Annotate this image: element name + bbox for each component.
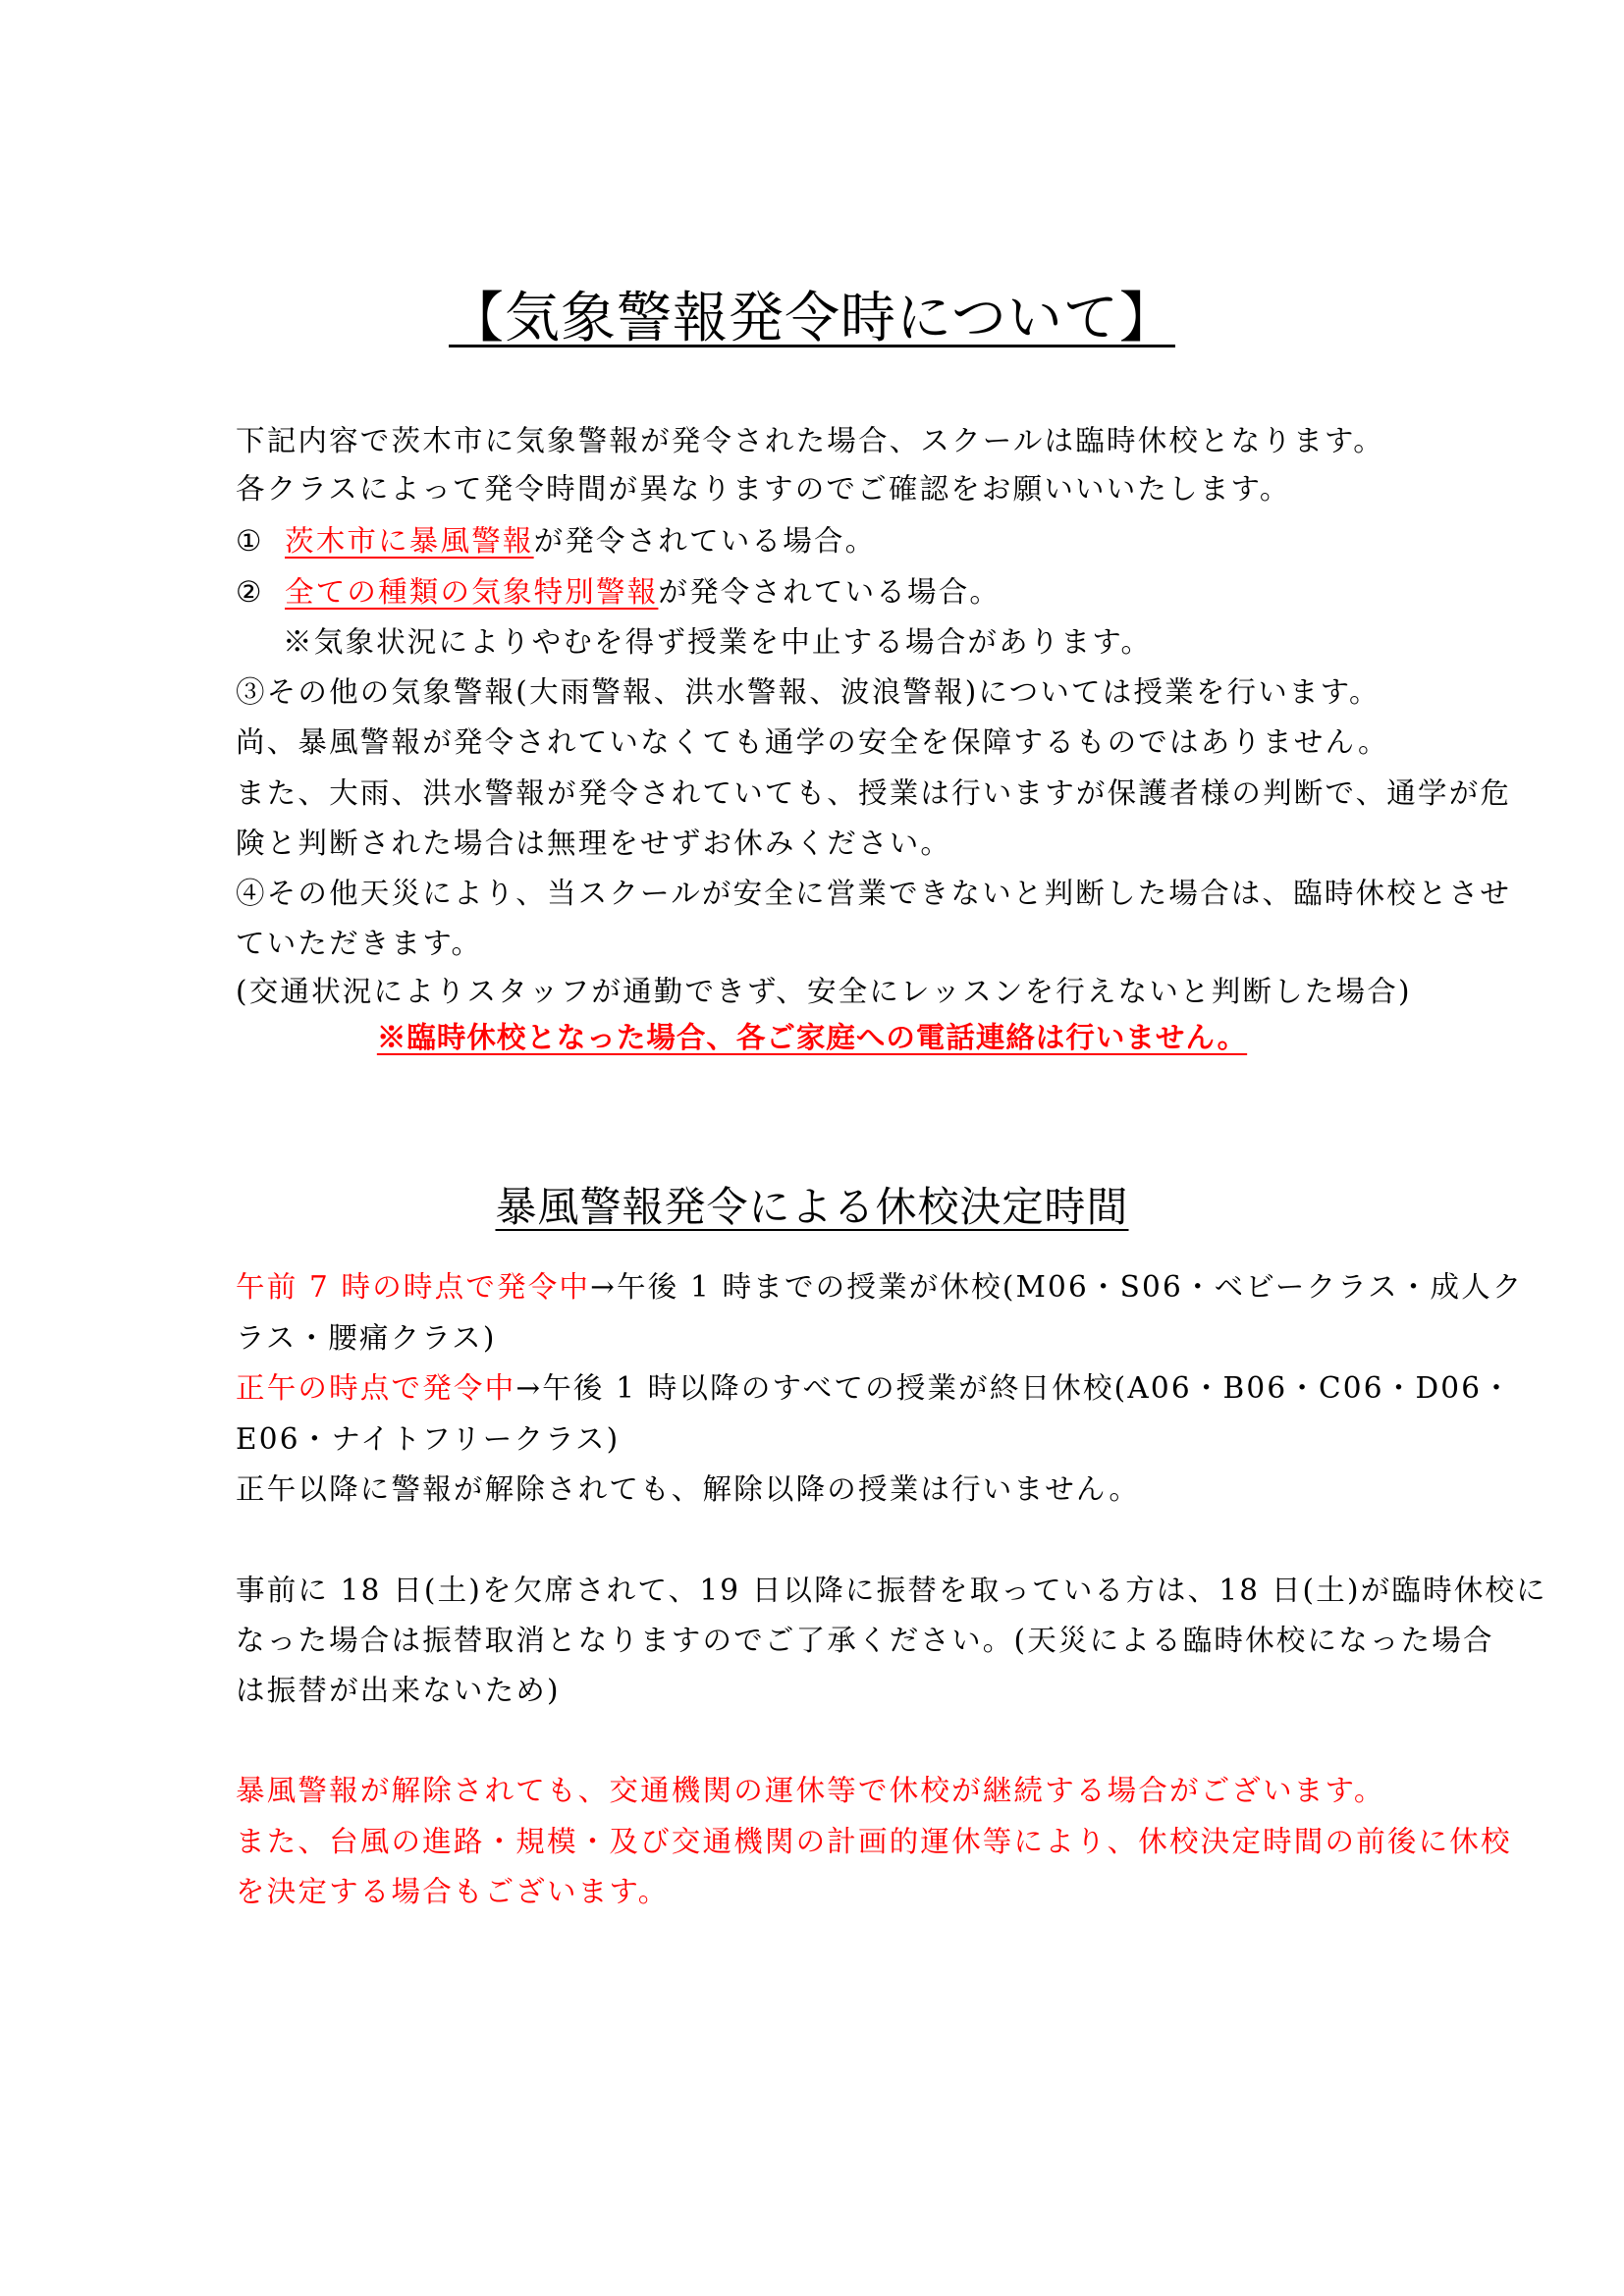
paragraph-safety: 尚、暴風警報が発令されていなくても通学の安全を保障するものではありません。	[236, 725, 1389, 759]
section-subtitle-text: 暴風警報発令による休校決定時間	[495, 1183, 1129, 1231]
schedule-morning-cont: ラス・腰痛クラス)	[236, 1321, 497, 1355]
item-1-number: ①	[236, 524, 264, 558]
paragraph-rain-1: また、大雨、洪水警報が発令されていても、授業は行いますが保護者様の判断で、通学が危	[236, 776, 1512, 810]
paragraph-traffic: (交通状況によりスタッフが通勤できず、安全にレッスンを行えないと判断した場合)	[236, 975, 1412, 1008]
furikae-line-3: は振替が出来ないため)	[236, 1674, 561, 1707]
schedule-noon-condition: 正午の時点で発令中	[236, 1371, 516, 1405]
intro-line-1: 下記内容で茨木市に気象警報が発令された場合、スクールは臨時休校となります。	[236, 424, 1384, 457]
phone-notice-text: ※臨時休校となった場合、各ご家庭への電話連絡は行いません。	[376, 1020, 1248, 1054]
schedule-noon	[236, 1365, 1513, 1411]
schedule-note: 正午以降に警報が解除されても、解除以降の授業は行いません。	[236, 1472, 1141, 1506]
schedule-morning	[236, 1264, 1524, 1309]
schedule-morning-condition: 午前 7 時の時点で発令中	[236, 1270, 591, 1304]
item-1-highlight: 茨木市に暴風警報	[285, 524, 534, 558]
page-title	[0, 280, 1624, 358]
item-4-line-2: ていただきます。	[236, 927, 483, 960]
paragraph-rain-2: 険と判断された場合は無理をせずお休みください。	[236, 827, 952, 860]
page-title-text: 【気象警報発令時について】	[449, 287, 1175, 350]
closing-line-3: を決定する場合もございます。	[236, 1875, 670, 1908]
schedule-morning-text: →午後 1 時までの授業が休校(M06・S06・ベビークラス・成人ク	[590, 1270, 1524, 1304]
item-2-note: ※気象状況によりやむを得ず授業を中止する場合があります。	[283, 625, 1153, 659]
item-4-line-1: ④その他天災により、当スクールが安全に営業できないと判断した場合は、臨時休校とさせ	[236, 877, 1512, 910]
closing-line-1: 暴風警報が解除されても、交通機関の運休等で休校が継続する場合がございます。	[236, 1774, 1385, 1807]
intro-line-2: 各クラスによって発令時間が異なりますのでご確認をお願いいいたします。	[236, 472, 1291, 506]
item-2-text: が発令されている場合。	[658, 575, 1001, 609]
item-2-number: ②	[236, 575, 264, 609]
schedule-noon-cont: E06・ナイトフリークラス)	[236, 1422, 621, 1456]
item-2-highlight: 全ての種類の気象特別警報	[285, 575, 659, 609]
item-2	[236, 569, 1409, 614]
item-1	[236, 518, 1409, 563]
furikae-line-1: 事前に 18 日(土)を欠席されて、19 日以降に振替を取っている方は、18 日(土)が臨時休校に	[236, 1574, 1547, 1607]
furikae-line-2: なった場合は振替取消となりますのでご了承ください。(天災による臨時休校になった場合	[236, 1624, 1494, 1657]
item-3: ③その他の気象警報(大雨警報、洪水警報、波浪警報)については授業を行います。	[236, 675, 1380, 709]
section-subtitle	[0, 1178, 1624, 1237]
phone-notice	[0, 1015, 1624, 1060]
closing-line-2: また、台風の進路・規模・及び交通機関の計画的運休等により、休校決定時間の前後に休校	[236, 1825, 1512, 1858]
item-1-text: が発令されている場合。	[533, 524, 877, 558]
schedule-noon-text: →午後 1 時以降のすべての授業が終日休校(A06・B06・C06・D06・	[515, 1371, 1513, 1405]
